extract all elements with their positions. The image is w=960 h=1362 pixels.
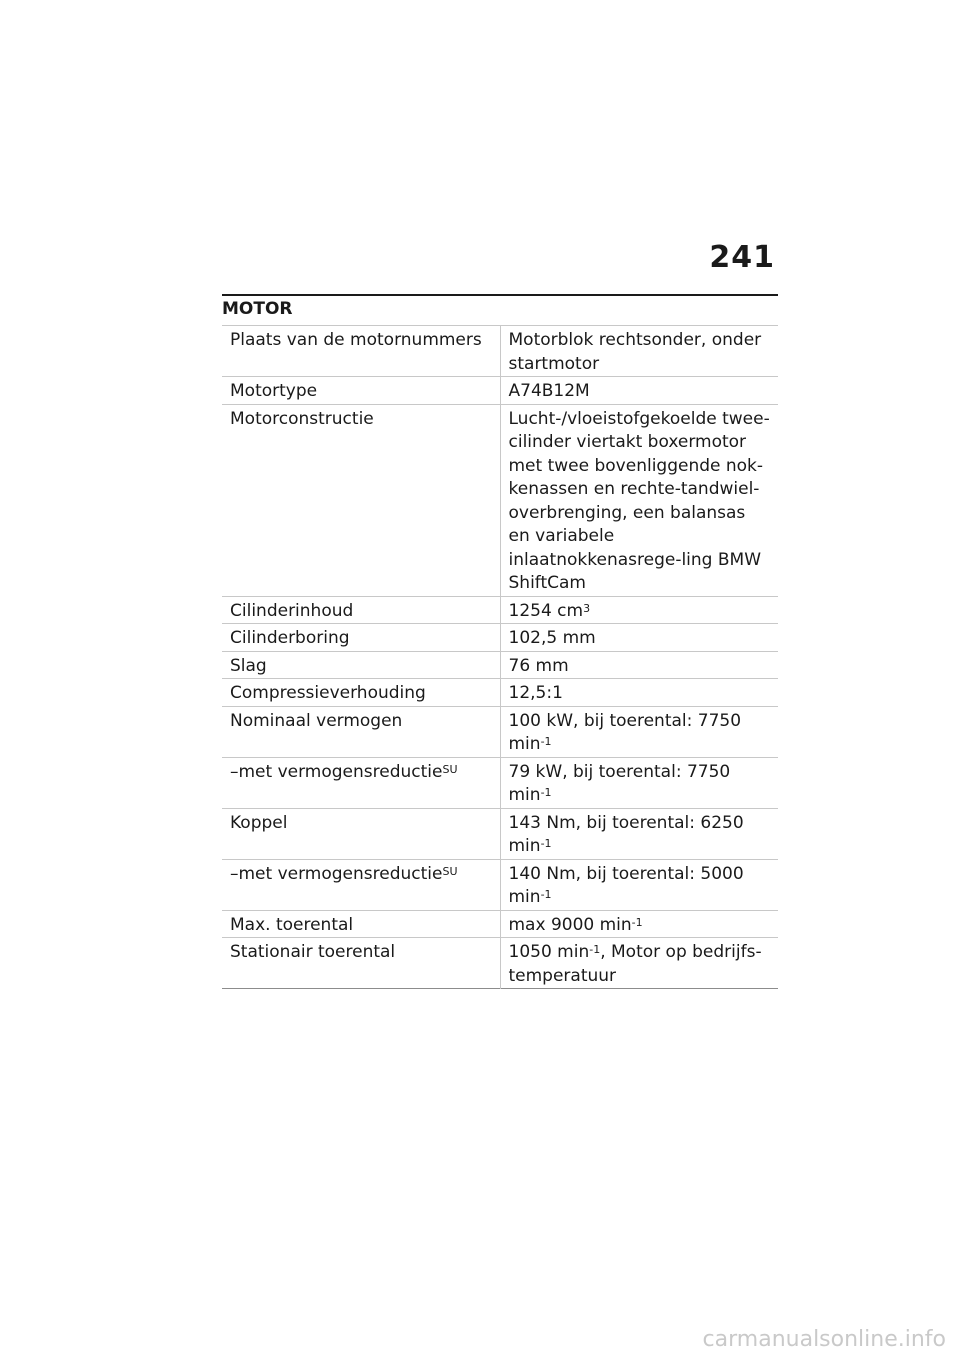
table-row — [222, 404, 778, 596]
spec-value: 79 kW, bij toerental: 7750 $\min^{-1}$ — [500, 757, 778, 808]
table-row — [222, 757, 778, 808]
spec-parameter: Cilinderboring — [230, 628, 350, 648]
table-row — [222, 706, 778, 757]
spec-value: max 9000 $\min^{-1}$ — [500, 910, 778, 938]
spec-parameter: Motortype — [230, 381, 318, 401]
spec-parameter: Slag — [230, 655, 267, 676]
spec-value: 76 mm — [500, 651, 778, 679]
motor-section — [222, 294, 778, 989]
spec-parameter: Plaats van de motornummers — [230, 330, 482, 350]
table-row — [222, 326, 778, 377]
watermark: carmanualsonline.info — [702, 1327, 946, 1352]
spec-value: 1254 $cm^3$ — [500, 596, 778, 624]
table-row — [222, 651, 778, 679]
page-number: 241 — [709, 240, 775, 275]
spec-value: Motorblok rechtsonder, onder startmotor — [500, 326, 778, 377]
spec-value: Lucht-/vloeistofgekoelde twee-cilinder viertakt boxermotor met twee bovenliggende nok-kenassen en rechte-tandwiel-overbrenging, een balansas en variabele inlaatnokkenasrege-ling BMW ShiftCam — [500, 404, 778, 596]
table-row — [222, 377, 778, 405]
spec-value: A74B12M — [500, 377, 778, 405]
spec-value: 140 Nm, bij toerental: 5000 $\min^{-1}$ — [500, 859, 778, 910]
spec-parameter: Compressieverhouding — [230, 683, 426, 703]
spec-value: 143 Nm, bij toerental: 6250 $\min^{-1}$ — [500, 808, 778, 859]
spec-value: 100 kW, bij toerental: 7750 $\min^{-1}$ — [500, 706, 778, 757]
spec-table — [222, 325, 778, 989]
spec-parameter: Nominaal vermogen — [230, 710, 403, 731]
table-row — [222, 624, 778, 652]
spec-value: 102,5 mm — [500, 624, 778, 652]
table-row — [222, 938, 778, 989]
table-row — [222, 808, 778, 859]
spec-value: 12,5:1 — [500, 679, 778, 707]
section-title: MOTOR — [222, 294, 778, 325]
table-row — [222, 910, 778, 938]
spec-parameter: Motorconstructie — [230, 408, 374, 429]
spec-parameter: Cilinderinhoud — [230, 600, 354, 621]
spec-parameter: –met vermogensreductie$^{SU}$ — [230, 761, 458, 782]
table-row — [222, 596, 778, 624]
spec-parameter: Stationair toerental — [230, 942, 396, 962]
spec-value: 1050 $\min^{-1}$, Motor op bedrijfs-temperatuur — [500, 938, 778, 989]
table-row — [222, 679, 778, 707]
table-row — [222, 859, 778, 910]
spec-parameter: Max. toerental — [230, 914, 354, 935]
spec-parameter: Koppel — [230, 812, 288, 833]
spec-parameter: –met vermogensreductie$^{SU}$ — [230, 863, 458, 884]
